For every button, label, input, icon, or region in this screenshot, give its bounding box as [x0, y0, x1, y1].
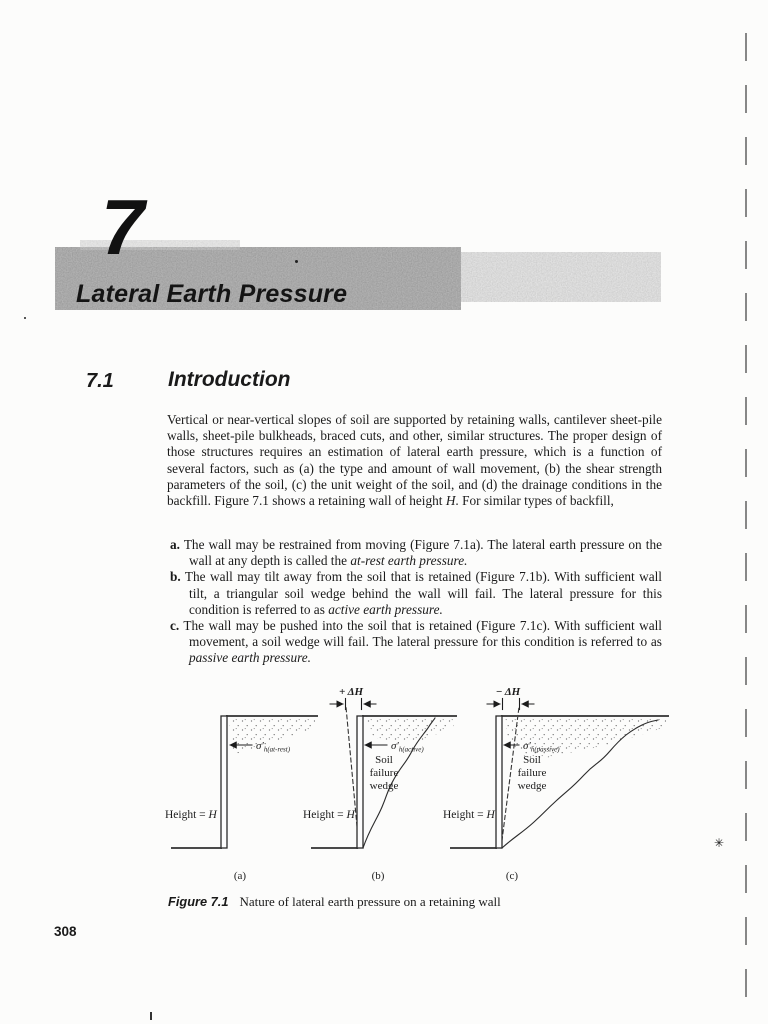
figure-caption-text: Nature of lateral earth pressure on a retaining wall — [239, 894, 501, 909]
list-item-b — [170, 569, 662, 618]
condition-list — [170, 537, 662, 667]
list-item-a-text: The wall may be restrained from moving (Figure 7.1a). The lateral earth pressure on the wall at any depth is called the — [183, 537, 663, 569]
list-item-a — [170, 537, 662, 569]
delta-label-active: + ΔH — [338, 686, 364, 698]
intro-paragraph — [167, 412, 662, 509]
scan-margin-dashes — [745, 33, 747, 1005]
page-number: 308 — [54, 924, 77, 939]
stress-label-active: $\sigma'_{h(active)}$ — [391, 740, 424, 754]
list-item-b-label: b. — [170, 569, 181, 585]
list-item-b-text: The wall may tilt away from the soil that is retained (Figure 7.1b). With sufficient wall tilt, a triangular soil wedge behind the wall will fail. The lateral pressure for this condition is referred to as — [184, 569, 662, 617]
figure-caption-label: Figure 7.1 — [168, 894, 229, 909]
delta-label-passive: − ΔH — [495, 686, 521, 698]
height-label: Height = H — [303, 809, 355, 821]
list-item-c-text: The wall may be pushed into the soil that is retained (Figure 7.1c). With sufficient wall movement, a soil wedge will fail. The lateral pressure for this condition is referred to as — [183, 618, 662, 650]
stress-label-at-rest: $\sigma'_{h(at-rest)}$ — [256, 740, 291, 754]
sub-label-c: (c) — [505, 870, 519, 882]
sub-label-b: (b) — [371, 870, 385, 882]
figure-7-1 — [160, 683, 672, 888]
retaining-wall — [496, 716, 502, 848]
intro-height-var: H — [445, 493, 456, 509]
diagram-active — [303, 686, 456, 882]
list-item-c — [170, 618, 662, 667]
chapter-title: Lateral Earth Pressure — [76, 280, 348, 308]
section-number: 7.1 — [86, 370, 114, 392]
chapter-number: 7 — [101, 183, 145, 271]
soil-stipple-b — [366, 719, 454, 743]
sub-label-a: (a) — [233, 870, 247, 882]
height-label: Height = H — [165, 809, 217, 821]
list-item-c-emphasis: passive earth pressure. — [189, 650, 311, 666]
scan-speck — [24, 317, 26, 319]
list-item-a-label: a. — [170, 537, 180, 552]
list-item-a-emphasis: at-rest earth pressure. — [350, 553, 468, 569]
stress-label-passive: $\sigma'_{h(passive)}$ — [523, 740, 560, 754]
wedge-label: Soil failure wedge — [369, 754, 399, 792]
figure-caption — [168, 894, 628, 910]
banner-band-fade — [461, 252, 661, 302]
scan-speck — [295, 260, 298, 263]
list-item-b-emphasis: active earth pressure. — [328, 601, 443, 617]
section-title: Introduction — [168, 368, 291, 391]
diagram-at-rest — [165, 716, 317, 882]
intro-text-1: Vertical or near-vertical slopes of soil are supported by retaining walls, cantilever sheet-pile walls, sheet-pile bulkheads, braced cuts, and other, similar structures. The proper design of those structures requires an estimation of lateral earth pressure, which is a function of several factors, such as (a) the type and amount of wall movement, (b) the shear strength parameters of the soil, (c) the unit weight of the soil, and (d) the drainage conditions in the backfill. Figure 7.1 shows a retaining wall of height — [167, 412, 662, 509]
list-item-c-label: c. — [170, 618, 180, 634]
wedge-label: Soil failure wedge — [517, 754, 547, 792]
diagram-passive — [443, 686, 668, 882]
scan-tick — [150, 1012, 152, 1020]
intro-text-2: . For similar types of backfill, — [455, 493, 614, 509]
retaining-wall — [357, 716, 363, 848]
retaining-wall — [221, 716, 227, 848]
ink-blot: ✳ — [714, 836, 725, 850]
height-label: Height = H — [443, 809, 495, 821]
